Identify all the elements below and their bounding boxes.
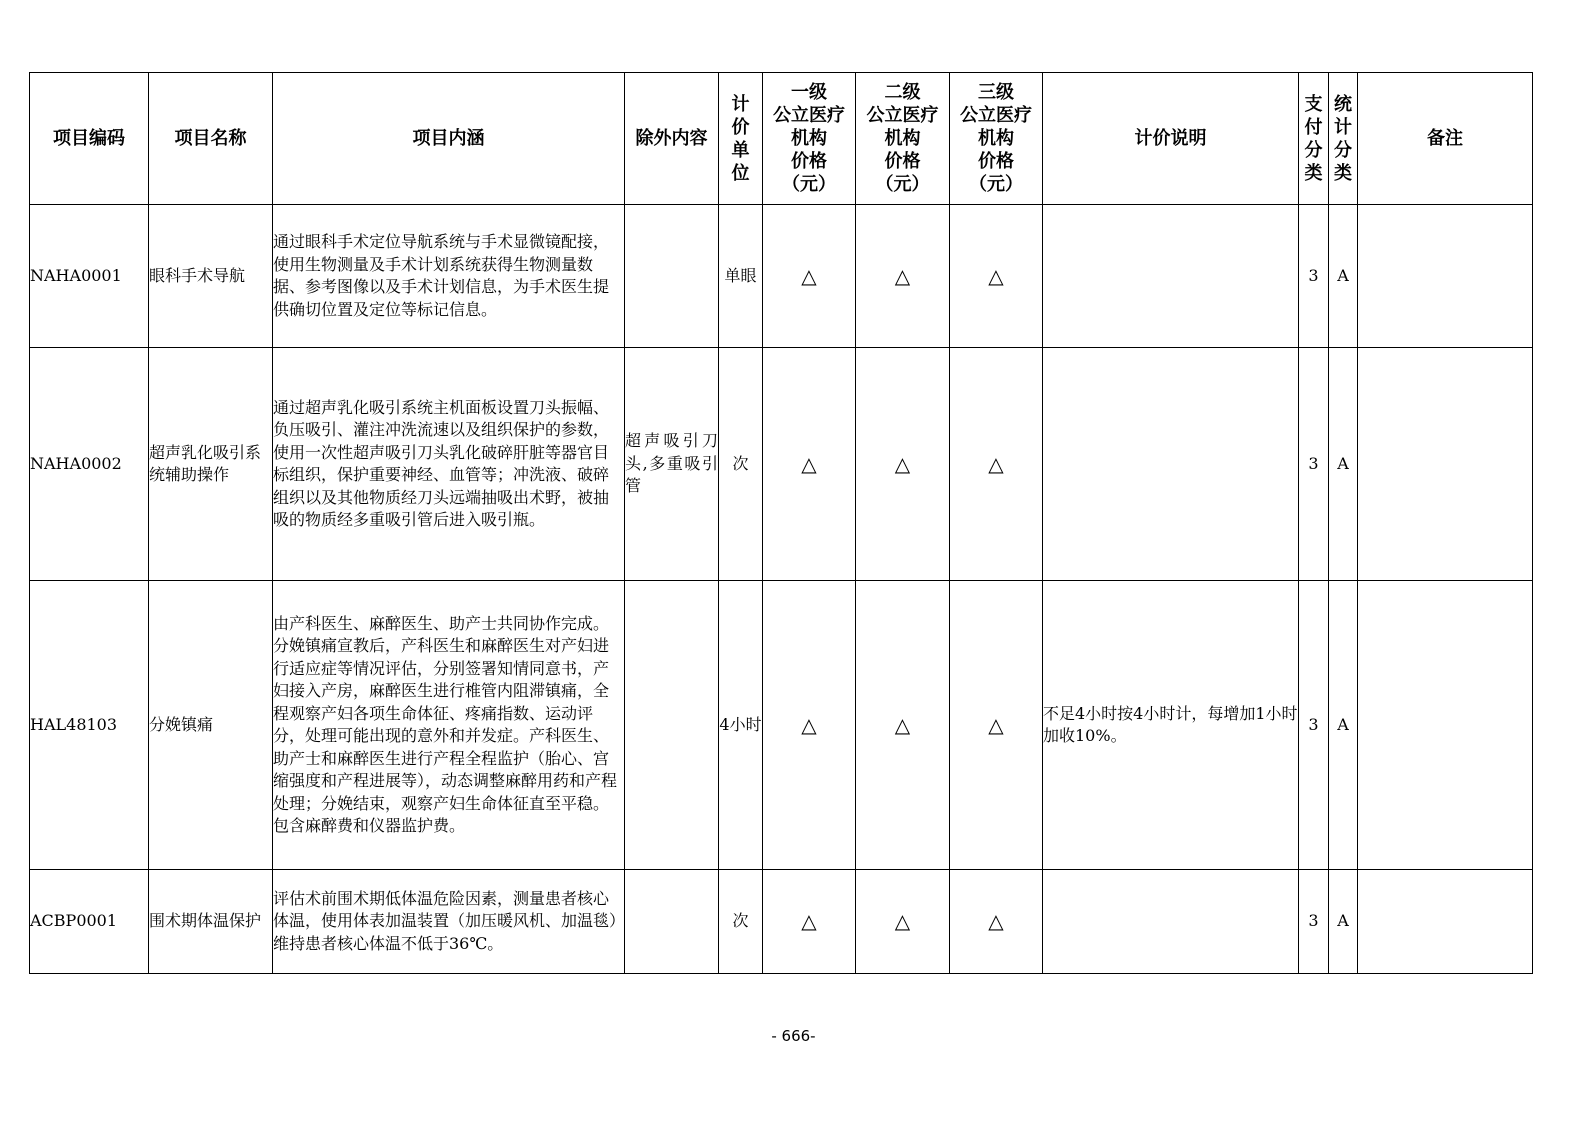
table-row	[30, 581, 1533, 870]
cell-price-level1: △	[763, 348, 856, 581]
cell-price-level3: △	[950, 581, 1043, 870]
cell-exclusion	[625, 870, 719, 974]
cell-unit: 次	[719, 348, 763, 581]
cell-name: 围术期体温保护	[149, 870, 273, 974]
header-unit: 计 价 单 位	[719, 73, 763, 205]
header-price-level2: 二级 公立医疗 机构 价格 （元）	[856, 73, 950, 205]
header-row	[30, 73, 1533, 205]
cell-code: ACBP0001	[30, 870, 149, 974]
cell-price-level1: △	[763, 870, 856, 974]
cell-content: 通过眼科手术定位导航系统与手术显微镜配接，使用生物测量及手术计划系统获得生物测量数据、参考图像以及手术计划信息，为手术医生提供确切位置及定位等标记信息。	[273, 205, 625, 348]
price-table	[29, 72, 1533, 974]
cell-payment-class: 3	[1299, 205, 1329, 348]
cell-name: 分娩镇痛	[149, 581, 273, 870]
cell-content: 通过超声乳化吸引系统主机面板设置刀头振幅、负压吸引、灌注冲洗流速以及组织保护的参数，使用一次性超声吸引刀头乳化破碎肝脏等器官目标组织，保护重要神经、血管等；冲洗液、破碎组织以及其他物质经刀头远端抽吸出术野，被抽吸的物质经多重吸引管后进入吸引瓶。	[273, 348, 625, 581]
cell-content: 评估术前围术期低体温危险因素，测量患者核心体温，使用体表加温装置（加压暖风机、加温毯）维持患者核心体温不低于36℃。	[273, 870, 625, 974]
cell-exclusion	[625, 581, 719, 870]
cell-price-level2: △	[856, 205, 950, 348]
cell-unit: 次	[719, 870, 763, 974]
cell-price-level2: △	[856, 348, 950, 581]
header-pricing-note: 计价说明	[1043, 73, 1299, 205]
header-payment-class: 支 付 分 类	[1299, 73, 1329, 205]
cell-payment-class: 3	[1299, 348, 1329, 581]
cell-remarks	[1358, 205, 1533, 348]
header-content: 项目内涵	[273, 73, 625, 205]
cell-exclusion	[625, 205, 719, 348]
cell-price-level1: △	[763, 581, 856, 870]
cell-price-level3: △	[950, 348, 1043, 581]
header-exclusion: 除外内容	[625, 73, 719, 205]
cell-stat-class: A	[1329, 870, 1358, 974]
header-stat-class: 统 计 分 类	[1329, 73, 1358, 205]
cell-remarks	[1358, 870, 1533, 974]
cell-name: 眼科手术导航	[149, 205, 273, 348]
table-row	[30, 870, 1533, 974]
cell-price-level1: △	[763, 205, 856, 348]
cell-stat-class: A	[1329, 348, 1358, 581]
cell-price-level3: △	[950, 870, 1043, 974]
cell-remarks	[1358, 348, 1533, 581]
cell-price-level2: △	[856, 581, 950, 870]
cell-payment-class: 3	[1299, 581, 1329, 870]
cell-pricing-note	[1043, 348, 1299, 581]
cell-code: NAHA0002	[30, 348, 149, 581]
cell-content: 由产科医生、麻醉医生、助产士共同协作完成。分娩镇痛宣教后，产科医生和麻醉医生对产妇进行适应症等情况评估，分别签署知情同意书，产妇接入产房，麻醉医生进行椎管内阻滞镇痛，全程观察产妇各项生命体征、疼痛指数、运动评分，处理可能出现的意外和并发症。产科医生、助产士和麻醉医生进行产程全程监护（胎心、宫缩强度和产程进展等），动态调整麻醉用药和产程处理；分娩结束，观察产妇生命体征直至平稳。包含麻醉费和仪器监护费。	[273, 581, 625, 870]
cell-pricing-note: 不足4小时按4小时计，每增加1小时加收10%。	[1043, 581, 1299, 870]
cell-pricing-note	[1043, 205, 1299, 348]
cell-stat-class: A	[1329, 581, 1358, 870]
cell-unit: 4小时	[719, 581, 763, 870]
header-price-level1: 一级 公立医疗 机构 价格 （元）	[763, 73, 856, 205]
cell-code: NAHA0001	[30, 205, 149, 348]
cell-payment-class: 3	[1299, 870, 1329, 974]
page-number: - 666-	[771, 1027, 816, 1045]
cell-exclusion: 超声吸引刀头,多重吸引管	[625, 348, 719, 581]
cell-remarks	[1358, 581, 1533, 870]
header-name: 项目名称	[149, 73, 273, 205]
cell-unit: 单眼	[719, 205, 763, 348]
cell-name: 超声乳化吸引系统辅助操作	[149, 348, 273, 581]
header-code: 项目编码	[30, 73, 149, 205]
cell-stat-class: A	[1329, 205, 1358, 348]
cell-code: HAL48103	[30, 581, 149, 870]
table-row	[30, 205, 1533, 348]
cell-pricing-note	[1043, 870, 1299, 974]
cell-price-level3: △	[950, 205, 1043, 348]
header-price-level3: 三级 公立医疗 机构 价格 （元）	[950, 73, 1043, 205]
table-row	[30, 348, 1533, 581]
header-remarks: 备注	[1358, 73, 1533, 205]
cell-price-level2: △	[856, 870, 950, 974]
